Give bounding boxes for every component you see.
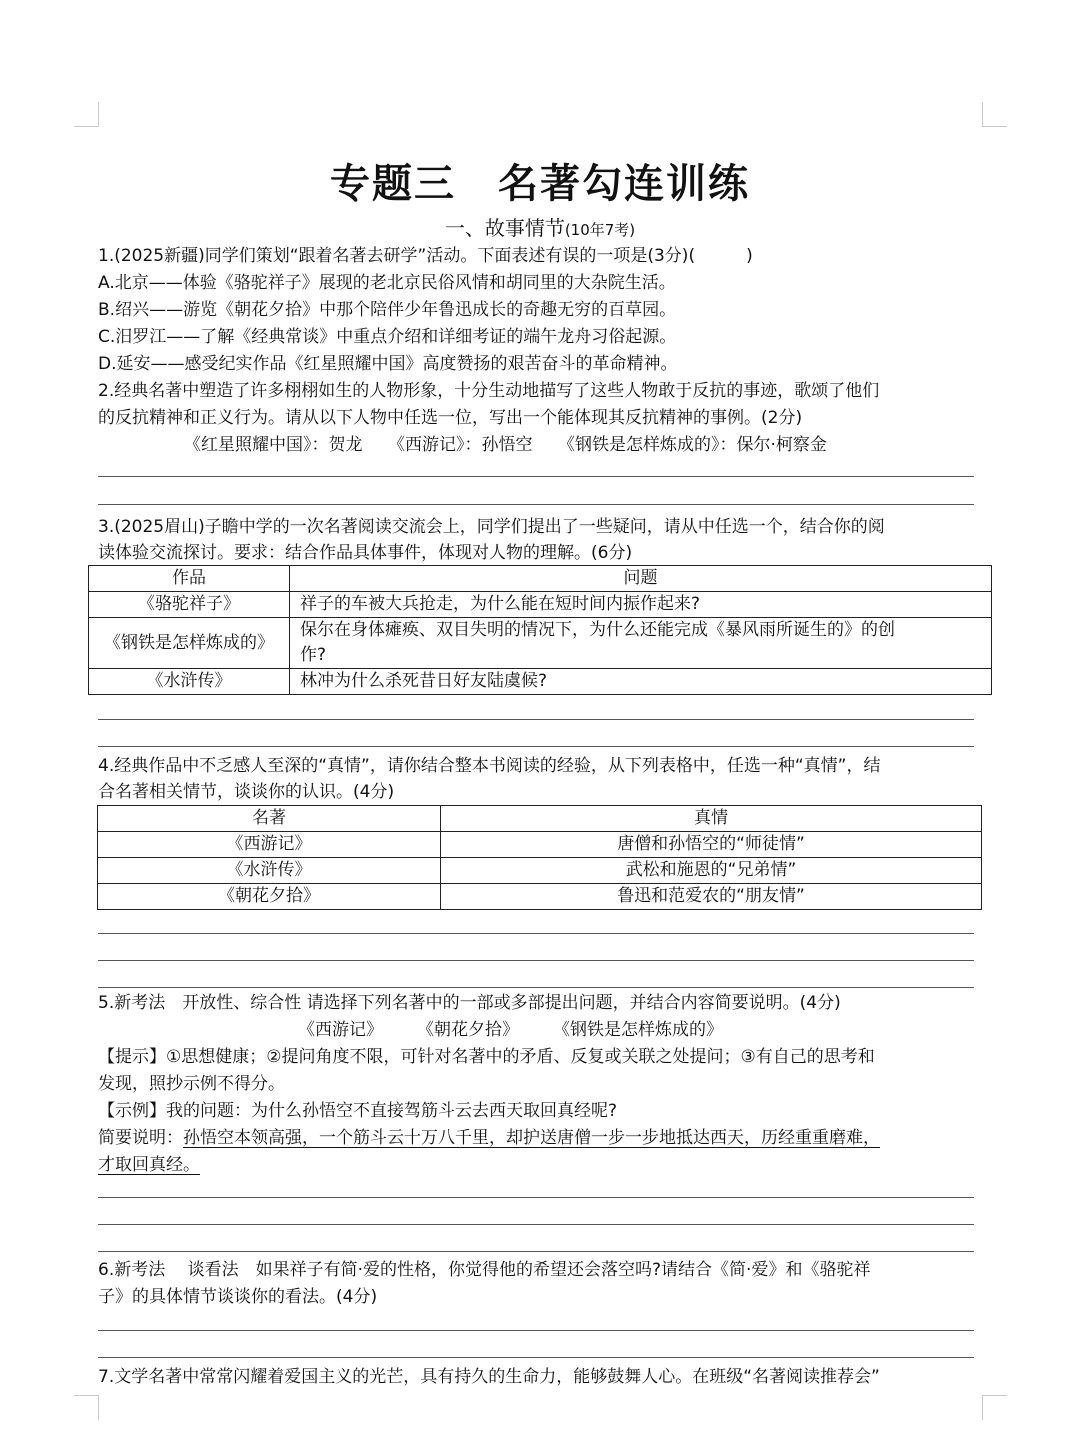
- q5-explain-text-1: 孙悟空本领高强，一个筋斗云十万八千里，却护送唐僧一步一步地抵达西天，历经重重磨难，: [183, 1128, 880, 1148]
- table-header-cell: 问题: [290, 566, 992, 592]
- table-cell-work: 《朝花夕拾》: [98, 884, 441, 910]
- crop-mark-top-right: [982, 102, 1007, 127]
- table-cell-work: 《水浒传》: [89, 669, 290, 695]
- q5-books: 《西游记》 《朝花夕拾》 《钢铁是怎样炼成的》: [298, 1020, 723, 1040]
- table-row: [98, 832, 982, 858]
- q6-line-2: 子》的具体情节谈谈你的看法。(4分): [98, 1287, 378, 1307]
- q2-line-1: 2.经典名著中塑造了许多栩栩如生的人物形象，十分生动地描写了这些人物敢于反抗的事迹，歌颂了他们: [98, 381, 880, 401]
- answer-line: [98, 1251, 974, 1252]
- q6-line-1: 6.新考法 谈看法 如果祥子有简·爱的性格，你觉得他的希望还会落空吗?请结合《简·爱》和《骆驼祥: [98, 1260, 871, 1280]
- q3-line-1: 3.(2025眉山)子瞻中学的一次名著阅读交流会上，同学们提出了一些疑问，请从中任选一个，结合你的阅: [98, 517, 885, 537]
- table-header-row: [89, 566, 992, 592]
- section-heading: [0, 212, 1080, 241]
- q3-table: [88, 565, 992, 695]
- table-cell-feeling: 鲁迅和范爱农的“朋友情”: [441, 884, 982, 910]
- crop-mark-bottom-left: [74, 1395, 99, 1420]
- q5-explain-label: 简要说明：: [98, 1128, 183, 1148]
- q1-stem: 1.(2025新疆)同学们策划“跟着名著去研学”活动。下面表述有误的一项是(3分)( ): [98, 246, 753, 266]
- answer-line: [98, 933, 974, 934]
- q2-line-2: 的反抗精神和正义行为。请从以下人物中任选一位，写出一个能体现其反抗精神的事例。(2分): [98, 408, 803, 428]
- answer-line: [98, 1330, 974, 1331]
- q4-line-2: 合名著相关情节，谈谈你的认识。(4分): [98, 782, 395, 802]
- table-cell-question: [290, 618, 992, 669]
- q4-line-1: 4.经典作品中不乏感人至深的“真情”，请你结合整本书阅读的经验，从下列表格中，任选一种“真情”，结: [98, 756, 881, 776]
- answer-line: [98, 1357, 974, 1358]
- q5-hint-2: 发现，照抄示例不得分。: [98, 1074, 285, 1094]
- table-cell-work: 《水浒传》: [98, 858, 441, 884]
- q2-choices: 《红星照耀中国》：贺龙 《西游记》：孙悟空 《钢铁是怎样炼成的》：保尔·柯察金: [184, 435, 827, 455]
- answer-line: [98, 746, 974, 747]
- answer-line: [98, 1224, 974, 1225]
- table-cell-work: 《钢铁是怎样炼成的》: [89, 618, 290, 669]
- question-line-1: 保尔在身体瘫痪、双目失明的情况下，为什么还能完成《暴风雨所诞生的》的创: [300, 620, 895, 640]
- q4-table: [97, 805, 982, 910]
- table-header-row: [98, 806, 982, 832]
- q7-line-1: 7.文学名著中常常闪耀着爱国主义的光芒，具有持久的生命力，能够鼓舞人心。在班级“名著阅读推荐会”: [98, 1367, 880, 1387]
- table-cell-feeling: 武松和施恩的“兄弟情”: [441, 858, 982, 884]
- table-cell-feeling: 唐僧和孙悟空的“师徒情”: [441, 832, 982, 858]
- table-header-cell: 真情: [441, 806, 982, 832]
- section-label: 一、故事情节: [444, 216, 565, 240]
- q1-option-c: C.汨罗江——了解《经典常谈》中重点介绍和详细考证的端午龙舟习俗起源。: [98, 327, 677, 347]
- q5-line-1: 5.新考法 开放性、综合性 请选择下列名著中的一部或多部提出问题，并结合内容简要说明。(4分): [98, 993, 841, 1013]
- crop-mark-top-left: [74, 102, 99, 127]
- question-line-2: 作?: [300, 645, 327, 665]
- table-cell-work: 《西游记》: [98, 832, 441, 858]
- answer-line: [98, 960, 974, 961]
- answer-line: [98, 1197, 974, 1198]
- answer-line: [98, 987, 974, 988]
- q5-example: 【示例】我的问题：为什么孙悟空不直接驾筋斗云去西天取回真经呢?: [98, 1101, 618, 1121]
- table-row: [98, 884, 982, 910]
- answer-line: [98, 504, 974, 505]
- answer-line: [98, 719, 974, 720]
- table-cell-work: 《骆驼祥子》: [89, 592, 290, 618]
- page-title: 专题三 名著勾连训练: [330, 161, 750, 207]
- table-header-cell: 名著: [98, 806, 441, 832]
- table-row: [89, 618, 992, 669]
- q1-option-b: B.绍兴——游览《朝花夕拾》中那个陪伴少年鲁迅成长的奇趣无穷的百草园。: [98, 300, 677, 320]
- q1-option-a: A.北京——体验《骆驼祥子》展现的老北京民俗风情和胡同里的大杂院生活。: [98, 273, 676, 293]
- table-header-cell: 作品: [89, 566, 290, 592]
- q5-explain: [98, 1125, 880, 1151]
- q5-hint-1: 【提示】①思想健康；②提问角度不限，可针对名著中的矛盾、反复或关联之处提问；③有自己的思考和: [98, 1047, 875, 1067]
- answer-line: [98, 476, 974, 477]
- table-cell-question: 林冲为什么杀死昔日好友陆虞候?: [290, 669, 992, 695]
- q3-line-2: 读体验交流探讨。要求：结合作品具体事件，体现对人物的理解。(6分): [98, 543, 633, 563]
- table-row: [89, 669, 992, 695]
- crop-mark-bottom-right: [982, 1395, 1007, 1420]
- table-row: [98, 858, 982, 884]
- section-note: (10年7考): [564, 221, 636, 239]
- table-row: [89, 592, 992, 618]
- table-cell-question: 祥子的车被大兵抢走，为什么能在短时间内振作起来?: [290, 592, 992, 618]
- q5-explain-text-2: 才取回真经。: [98, 1155, 200, 1175]
- q1-option-d: D.延安——感受纪实作品《红星照耀中国》高度赞扬的艰苦奋斗的革命精神。: [98, 354, 678, 374]
